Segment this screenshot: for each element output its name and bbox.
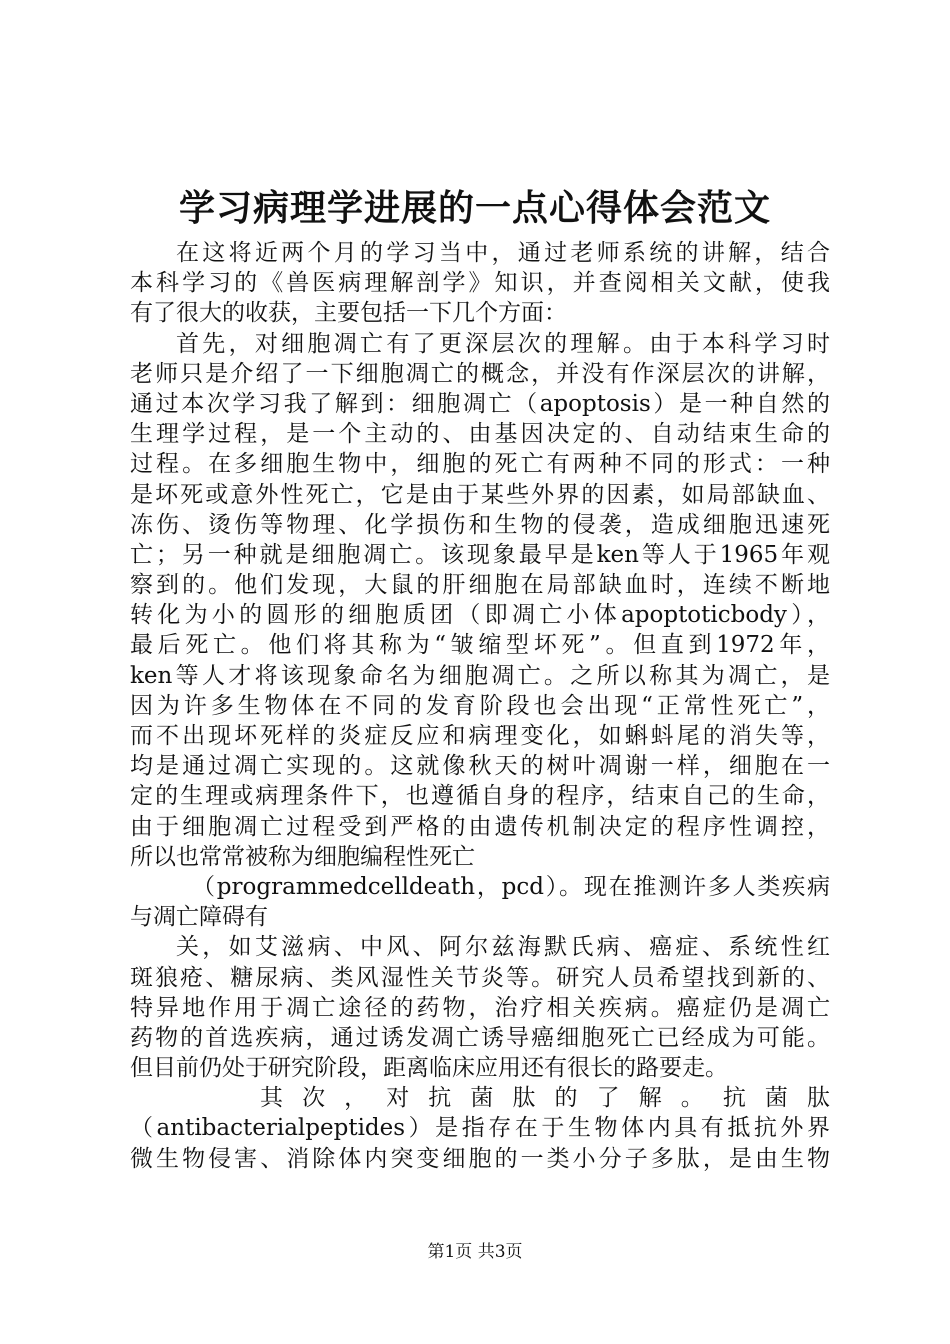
paragraph-line: 通过本次学习我了解到：细胞凋亡（apoptosis）是一种自然的 bbox=[130, 390, 830, 417]
paragraph-line: （programmedcelldeath，pcd）。现在推测许多人类疾病 bbox=[192, 873, 830, 900]
paragraph-line: 有了很大的收获，主要包括一下几个方面： bbox=[130, 300, 567, 327]
paragraph-line: 微生物侵害、消除体内突变细胞的一类小分子多肽，是由生物 bbox=[130, 1145, 830, 1172]
paragraph-line: 但目前仍处于研究阶段，距离临床应用还有很长的路要走。 bbox=[130, 1055, 728, 1082]
paragraph-line: 本科学习的《兽医病理解剖学》知识，并查阅相关文献，使我 bbox=[130, 270, 830, 297]
page-footer: 第1页 共3页 bbox=[427, 1242, 523, 1262]
paragraph-line: （antibacterialpeptides）是指存在于生物体内具有抵抗外界 bbox=[130, 1115, 830, 1142]
paragraph-line: 与凋亡障碍有 bbox=[130, 904, 268, 931]
paragraph-line: 最后死亡。他们将其称为“皱缩型坏死”。但直到1972年， bbox=[130, 632, 830, 659]
paragraph-line: 关，如艾滋病、中风、阿尔兹海默氏病、癌症、系统性红 bbox=[176, 934, 830, 961]
paragraph-line: 冻伤、烫伤等物理、化学损伤和生物的侵袭，造成细胞迅速死 bbox=[130, 511, 830, 538]
paragraph-line: 在这将近两个月的学习当中，通过老师系统的讲解，结合 bbox=[176, 240, 830, 266]
paragraph-line: 斑狼疮、糖尿病、类风湿性关节炎等。研究人员希望找到新的、 bbox=[130, 964, 830, 991]
paragraph-line: 特异地作用于凋亡途径的药物，治疗相关疾病。癌症仍是凋亡 bbox=[130, 994, 830, 1021]
paragraph-line: 均是通过凋亡实现的。这就像秋天的树叶凋谢一样，细胞在一 bbox=[130, 753, 830, 780]
paragraph-line: 亡；另一种就是细胞凋亡。该现象最早是ken等人于1965年观 bbox=[130, 541, 830, 568]
paragraph-line: 所以也常常被称为细胞编程性死亡 bbox=[130, 843, 475, 870]
paragraph-line: 过程。在多细胞生物中，细胞的死亡有两种不同的形式：一种 bbox=[130, 451, 830, 478]
paragraph-line: 而不出现坏死样的炎症反应和病理变化，如蝌蚪尾的消失等， bbox=[130, 723, 830, 749]
paragraph-line: ken等人才将该现象命名为细胞凋亡。之所以称其为凋亡，是 bbox=[130, 662, 830, 689]
paragraph-line: 察到的。他们发现，大鼠的肝细胞在局部缺血时，连续不断地 bbox=[130, 572, 830, 599]
paragraph-line: 转化为小的圆形的细胞质团（即凋亡小体apoptoticbody）， bbox=[130, 602, 830, 629]
paragraph-line: 药物的首选疾病，通过诱发凋亡诱导癌细胞死亡已经成为可能。 bbox=[130, 1024, 830, 1051]
paragraph-line: 老师只是介绍了一下细胞凋亡的概念，并没有作深层次的讲解， bbox=[130, 360, 830, 387]
paragraph-line: 首先，对细胞凋亡有了更深层次的理解。由于本科学习时 bbox=[176, 330, 830, 357]
paragraph-line: 是坏死或意外性死亡，它是由于某些外界的因素，如局部缺血、 bbox=[130, 481, 830, 508]
paragraph-line: 因为许多生物体在不同的发育阶段也会出现“正常性死亡”， bbox=[130, 692, 830, 719]
paragraph-line: 其 次 ， 对 抗 菌 肽 的 了 解 。 抗 菌 肽 bbox=[260, 1085, 830, 1112]
document-title: 学习病理学进展的一点心得体会范文 bbox=[178, 187, 771, 229]
document-body bbox=[130, 238, 830, 1174]
paragraph-line: 由于细胞凋亡过程受到严格的由遗传机制决定的程序性调控， bbox=[130, 813, 830, 840]
paragraph-line: 定的生理或病理条件下，也遵循自身的程序，结束自己的生命， bbox=[130, 783, 830, 810]
paragraph-line: 生理学过程，是一个主动的、由基因决定的、自动结束生命的 bbox=[130, 421, 830, 448]
